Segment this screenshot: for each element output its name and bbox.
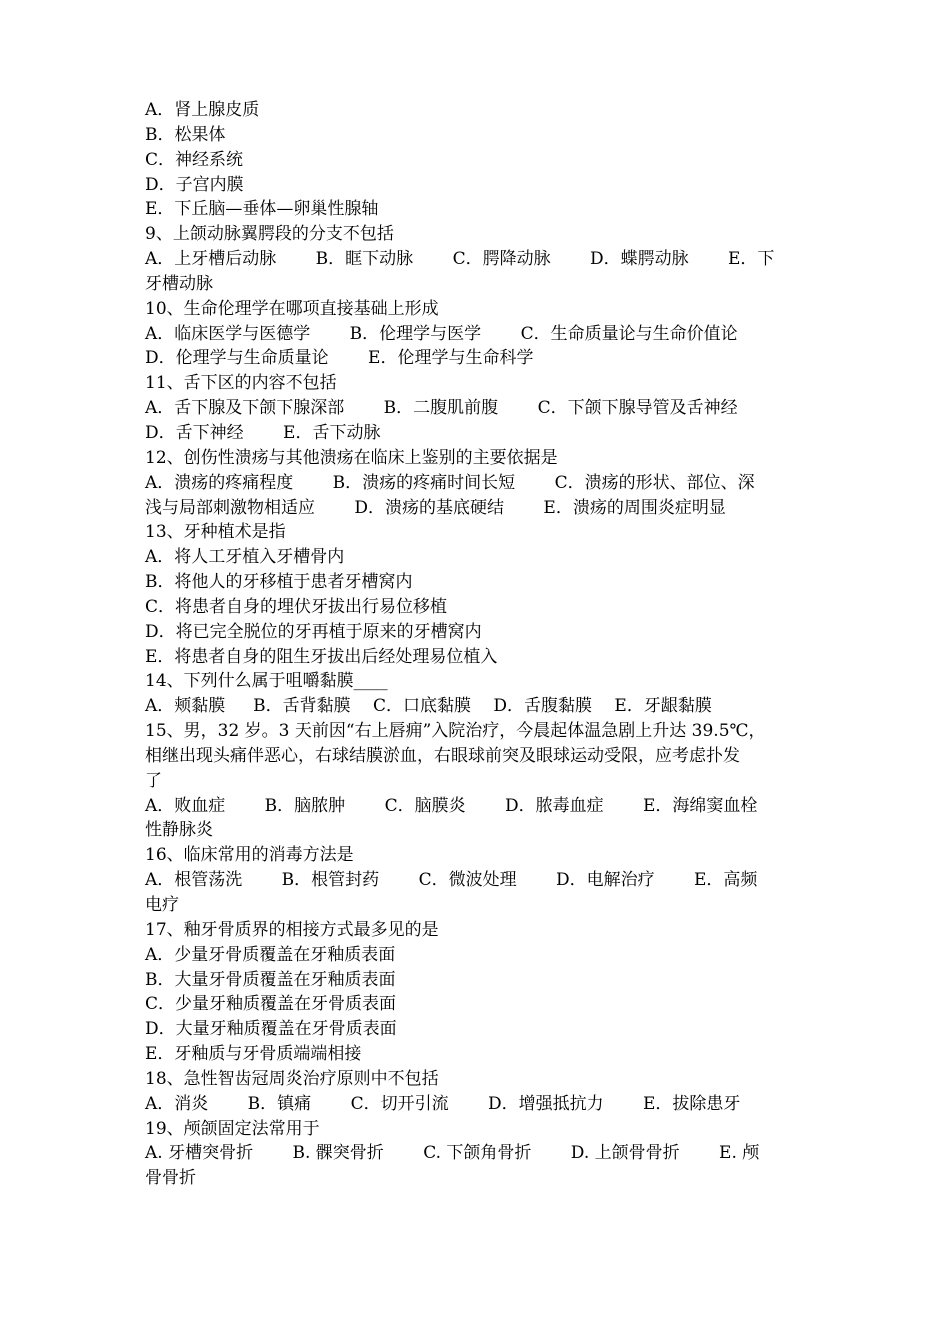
text-line: A．肾上腺皮质 [145, 100, 260, 120]
document-page [145, 98, 815, 1191]
text-line: A. 牙槽突骨折 B. 髁突骨折 C. 下颌角骨折 D. 上颌骨骨折 E. 颅 [145, 1143, 760, 1164]
text-line: 牙槽动脉 [145, 273, 213, 294]
text-line: 骨骨折 [145, 1168, 196, 1189]
question-line: 10、生命伦理学在哪项直接基础上形成 [145, 298, 439, 319]
question-line: 12、创伤性溃疡与其他溃疡在临床上鉴别的主要依据是 [145, 447, 558, 468]
question-line: 17、釉牙骨质界的相接方式最多见的是 [145, 919, 439, 940]
text-line: C．少量牙釉质覆盖在牙骨质表面 [145, 994, 397, 1015]
text-line: D．子宫内膜 [145, 174, 244, 195]
question-line: 9、上颌动脉翼腭段的分支不包括 [145, 224, 394, 245]
text-line: A．根管荡洗 B．根管封药 C．微波处理 D．电解治疗 E．高频 [145, 870, 758, 891]
text-line: 电疗 [145, 895, 179, 915]
text-line: A．舌下腺及下颌下腺深部 B．二腹肌前腹 C．下颌下腺导管及舌神经 [145, 398, 738, 419]
text-line: A．临床医学与医德学 B．伦理学与医学 C．生命质量论与生命价值论 [145, 323, 738, 344]
text-line: A．颊黏膜 B．舌背黏膜 C．口底黏膜 D．舌腹黏膜 E．牙龈黏膜 [145, 696, 712, 717]
text-line: D．将已完全脱位的牙再植于原来的牙槽窝内 [145, 621, 482, 642]
text-line: E．下丘脑—垂体—卵巢性腺轴 [145, 199, 379, 220]
text-line: E．牙釉质与牙骨质端端相接 [145, 1044, 362, 1065]
question-line: 15、男，32 岁。3 天前因“右上唇痈”入院治疗，今晨起体温急剧上升达 39.5℃， [145, 721, 766, 742]
text-line: E．将患者自身的阻生牙拔出后经处理易位植入 [145, 646, 498, 667]
text-line: A．溃疡的疼痛程度 B．溃疡的疼痛时间长短 C．溃疡的形状、部位、深 [145, 472, 755, 493]
text-line: C．将患者自身的埋伏牙拔出行易位移植 [145, 596, 448, 617]
text-line: 性静脉炎 [145, 820, 213, 841]
text-line: 了 [145, 770, 162, 791]
text-line: 浅与局部刺激物相适应 D．溃疡的基底硬结 E．溃疡的周围炎症明显 [145, 497, 726, 518]
text-line: A．少量牙骨质覆盖在牙釉质表面 [145, 944, 396, 965]
question-line: 11、舌下区的内容不包括 [145, 373, 337, 394]
text-line: D．舌下神经 E．舌下动脉 [145, 422, 381, 443]
text-line: D．大量牙釉质覆盖在牙骨质表面 [145, 1019, 397, 1040]
question-line: 16、临床常用的消毒方法是 [145, 845, 354, 866]
text-line: C．神经系统 [145, 149, 244, 170]
text-line: A．消炎 B．镇痛 C．切开引流 D．增强抵抗力 E．拔除患牙 [145, 1093, 741, 1114]
question-line: 18、急性智齿冠周炎治疗原则中不包括 [145, 1068, 439, 1089]
question-line: 14、下列什么属于咀嚼黏膜____ [145, 671, 388, 692]
text-line: D．伦理学与生命质量论 E．伦理学与生命科学 [145, 348, 534, 369]
text-line: A．将人工牙植入牙槽骨内 [145, 547, 345, 568]
question-line: 13、牙种植术是指 [145, 522, 286, 543]
text-line: 相继出现头痛伴恶心，右球结膜淤血，右眼球前突及眼球运动受限，应考虑扑发 [145, 745, 740, 766]
text-line: B．松果体 [145, 124, 226, 145]
text-line: A．上牙槽后动脉 B．眶下动脉 C．腭降动脉 D．蝶腭动脉 E．下 [145, 249, 775, 270]
question-line: 19、颅颌固定法常用于 [145, 1118, 320, 1139]
text-line: A．败血症 B．脑脓肿 C．脑膜炎 D．脓毒血症 E．海绵窦血栓 [145, 795, 758, 816]
text-line: B．将他人的牙移植于患者牙槽窝内 [145, 572, 413, 593]
text-line: B．大量牙骨质覆盖在牙釉质表面 [145, 969, 396, 990]
